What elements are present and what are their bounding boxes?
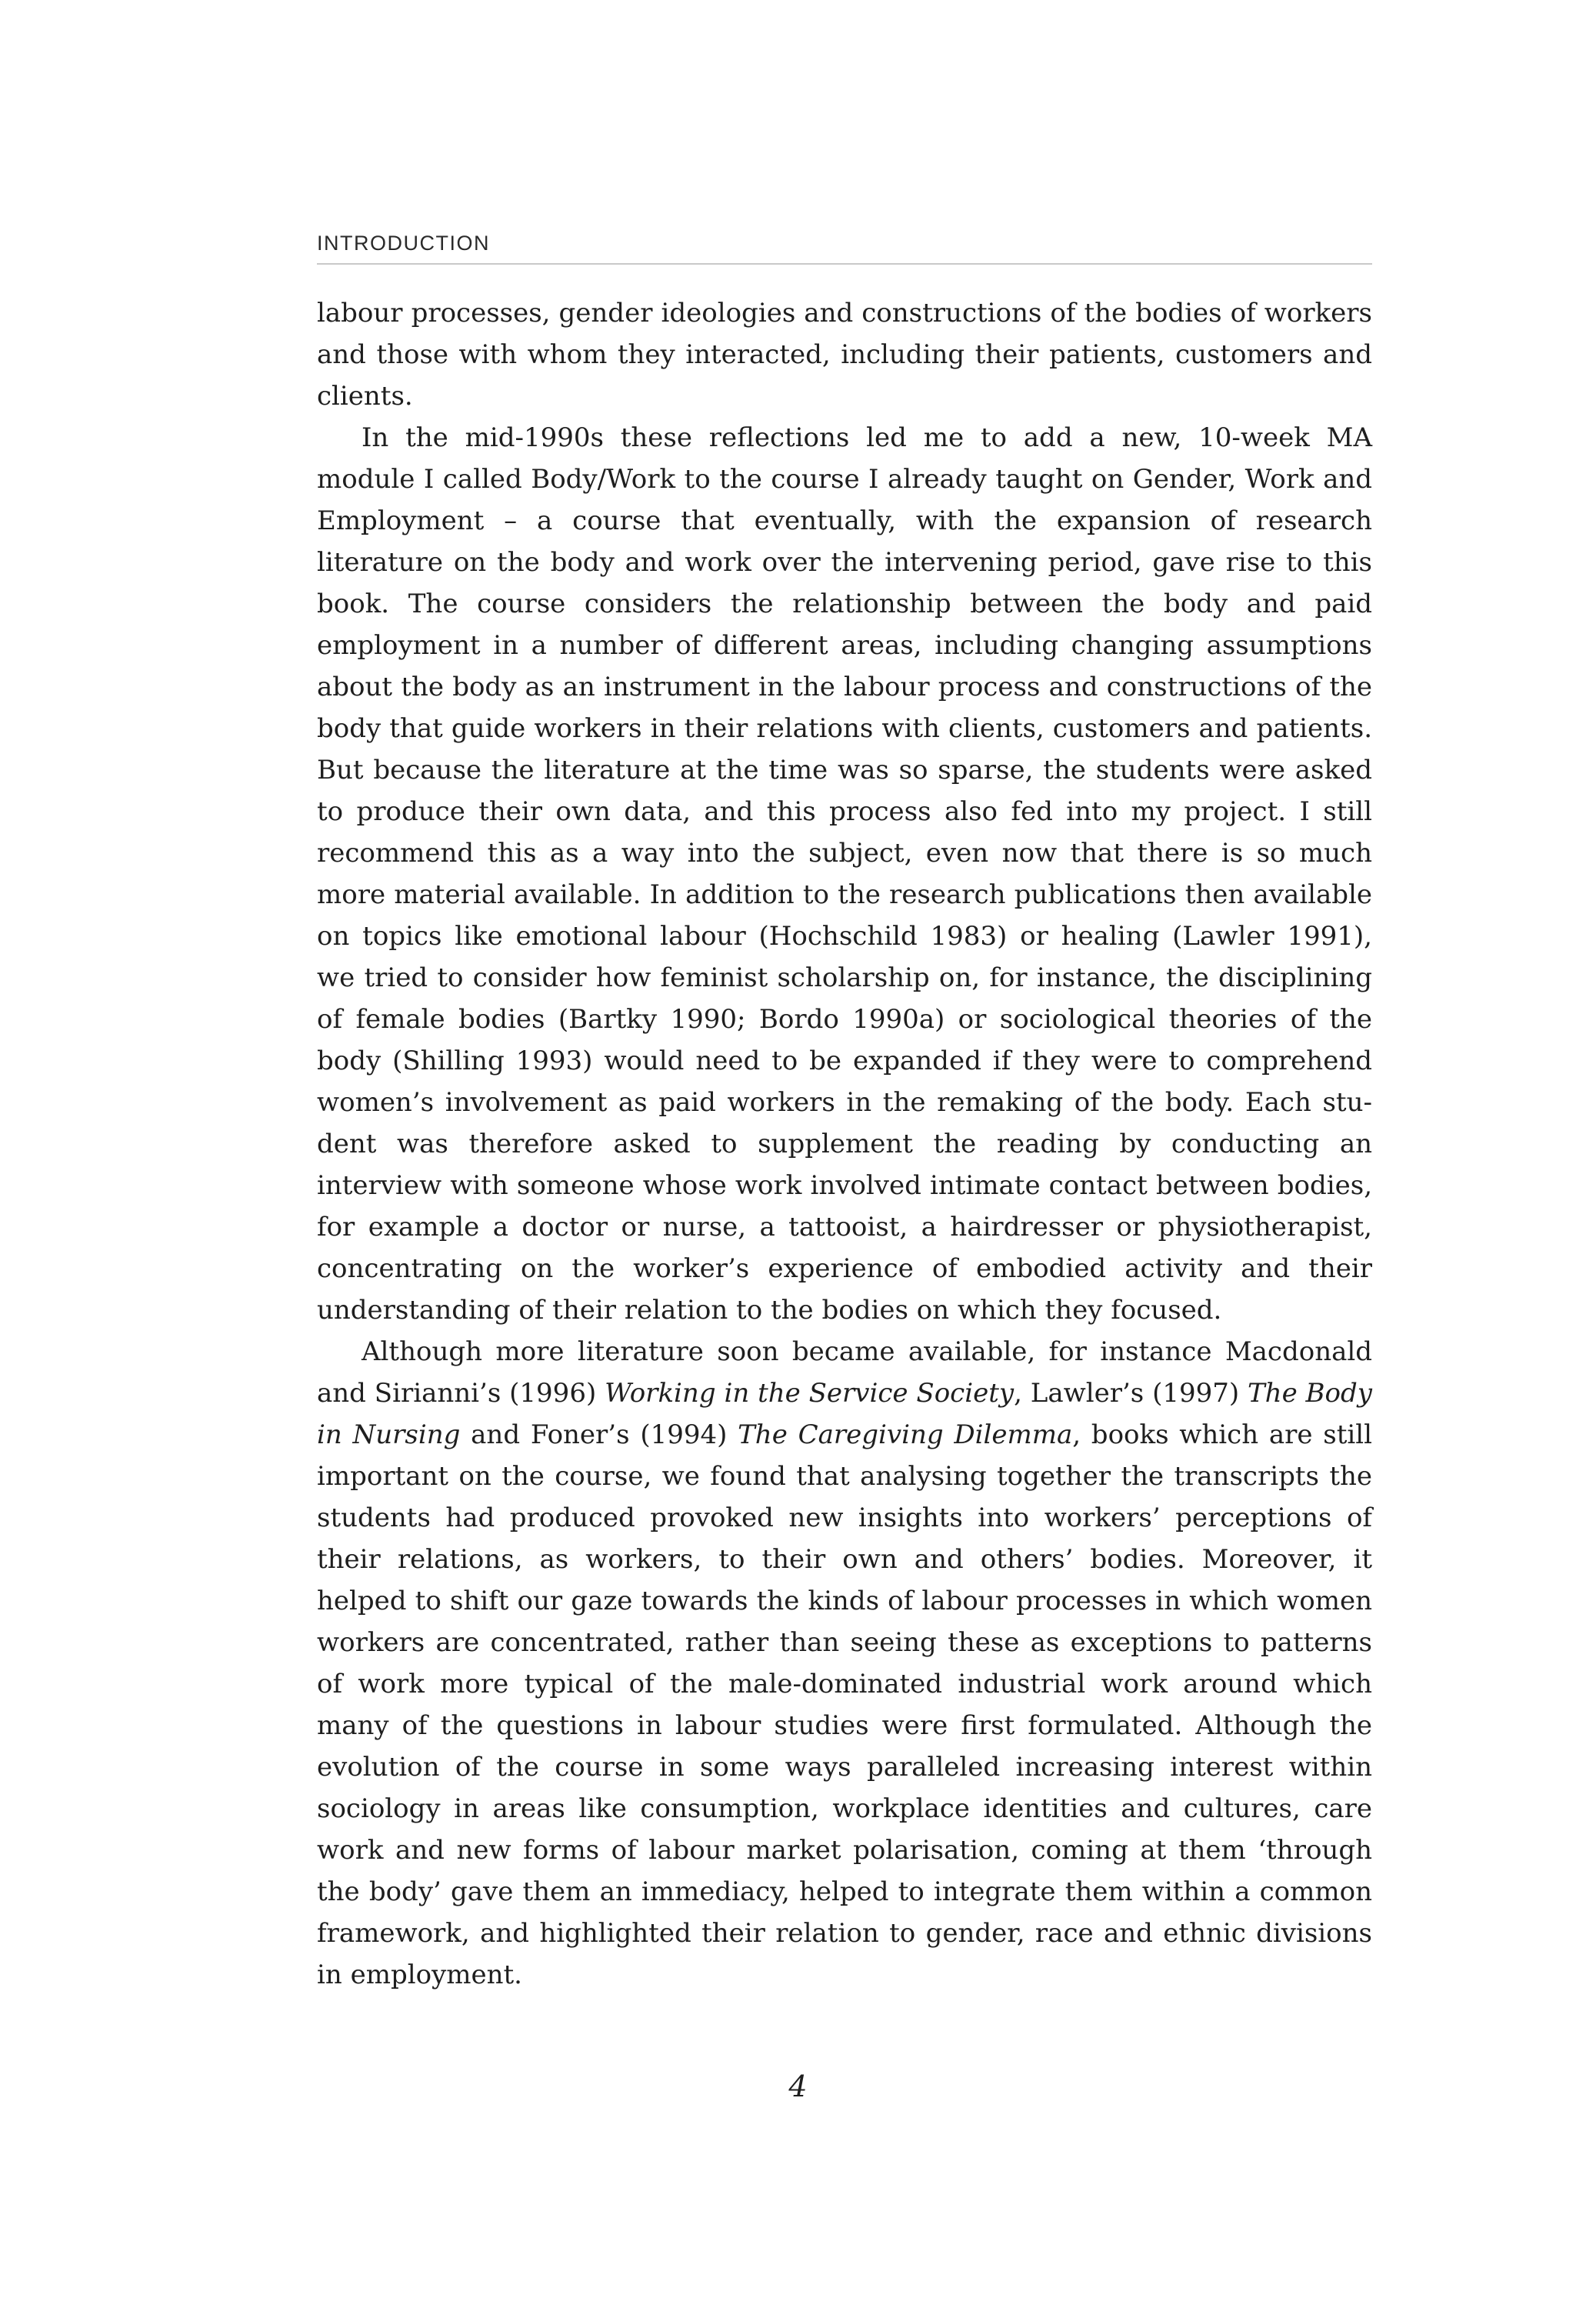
book-title-the-body-in-nursing: The Body in Nursing: [317, 1378, 1372, 1450]
body-text: [317, 292, 1372, 1996]
paragraph-3-text-2: , Lawler’s (1997): [1014, 1378, 1248, 1409]
paragraph-3-text-1: Although more literature soon became available, for instance Macdonald and Sirianni’s (1996): [317, 1336, 1372, 1409]
paragraph-3: [317, 1331, 1372, 1996]
page-number: 4: [788, 2070, 808, 2103]
paragraph-3-text-4: , books which are still important on the course, we found that analysing together the transcripts the students had produced provoked new insights into workers’ perceptions of their relations, as workers, to their own and others’ bodies. Moreover, it helped to shift our gaze towards the kinds of labour processes in which women workers are concentrated, rather than seeing these as exceptions to patterns of work more typical of the male-dominated industrial work around which many of the questions in labour studies were first formulated. Although the evolution of the course in some ways paralleled increasing interest within sociology in areas like consumption, workplace identities and cultures, care work and new forms of labour market polarisation, coming at them ‘through the body’ gave them an immediacy, helped to integrate them within a common framework, and highlighted their relation to gender, race and ethnic divisions in employment.: [317, 1419, 1373, 1990]
book-title-the-caregiving-dilemma: The Caregiving Dilemma: [738, 1419, 1073, 1450]
paragraph-3-text-3: and Foner’s (1994): [460, 1419, 738, 1450]
paragraph-1: labour processes, gender ideologies and constructions of the bodies of workers and those with whom they interacted, including their patients, customers and clients.: [317, 298, 1372, 412]
running-head: INTRODUCTION: [317, 231, 1372, 265]
paragraph-2: In the mid-1990s these reflections led me to add a new, 10-week MA module I called Body/Work to the course I already taught on Gender, Work and Employment – a course that eventually, with the expansion of research literature on the body and work over the intervening period, gave rise to this book. The course considers the relationship between the body and paid employment in a number of different areas, including changing assumptions about the body as an instrument in the labour process and constructions of the body that guide workers in their relations with clients, customers and patients. But because the literature at the time was so sparse, the students were asked to produce their own data, and this process also fed into my project. I still recommend this as a way into the subject, even now that there is so much more material available. In addition to the research publications then available on topics like emotional labour (Hochschild 1983) or healing (Lawler 1991), we tried to consider how feminist scholarship on, for instance, the disciplining of female bodies (Bartky 1990; Bordo 1990a) or sociological theories of the body (Shilling 1993) would need to be expanded if they were to comprehend women’s involvement as paid workers in the remaking of the body. Each student was therefore asked to supplement the reading by conducting an interview with someone whose work involved intimate contact between bodies, for example a doctor or nurse, a tattooist, a hairdresser or physiotherapist, concentrating on the worker’s experience of embodied activity and their understanding of their relation to the bodies on which they focused.: [317, 422, 1372, 1326]
book-title-working-in-the-service-society: Working in the Service Society: [605, 1378, 1015, 1409]
